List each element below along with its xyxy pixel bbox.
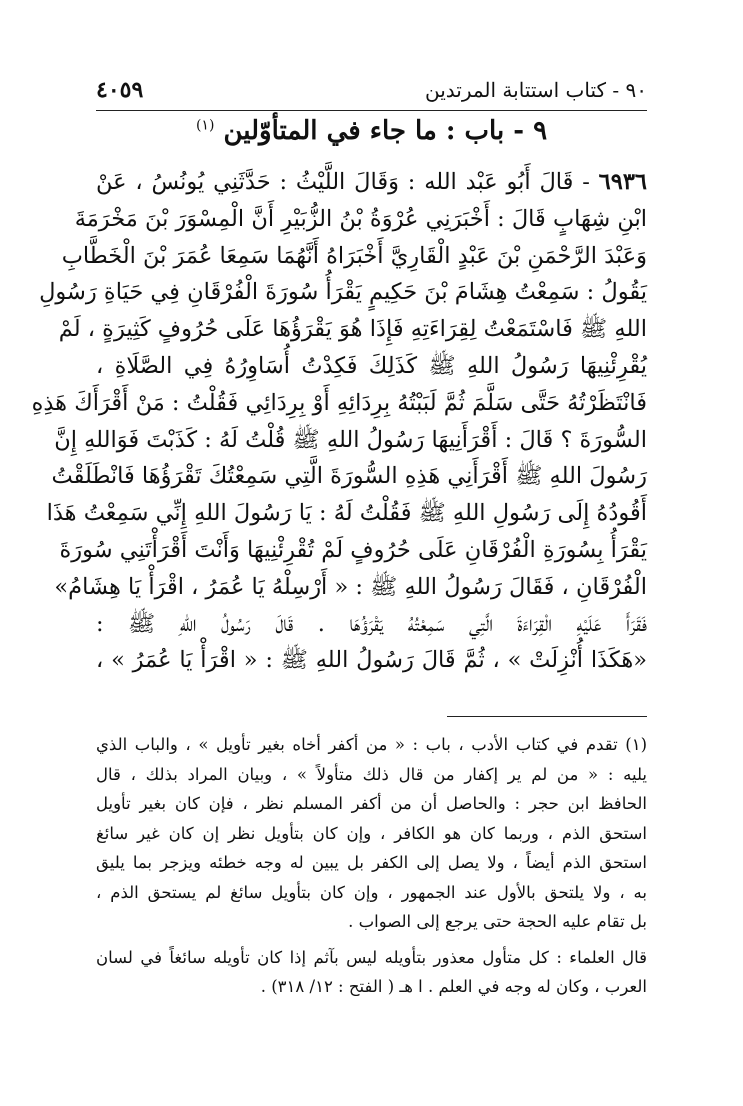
footnote-line: بل تقام عليه الحجة حتى يرجع إلى الصواب . [348,912,647,931]
footnote-reference: (١) [195,117,215,134]
text-line: السُّورَةَ ؟ قَالَ : أَقْرَأَنِيهَا رَسُولُ اللهِ ﷺ قُلْتُ لَهُ : كَذَبْتَ فَوَاللهِ إِنَّ [54,426,647,453]
text-line: يَقْرَأُ بِسُورَةِ الْفُرْقَانِ عَلَى حُرُوفٍ لَمْ تُقْرِئْنِيهَا وَأَنْتَ أَقْرَأْتَنِي سُورَةَ [59,536,647,563]
text-line: فَقَرَأَ عَلَيْهِ الْقِرَاءَةَ الَّتِي سَمِعْتُهُ يَقْرَؤُهَا . قَالَ رَسُولُ اللهِ ﷺ : [96,610,647,637]
text-line: الْفُرْقَانِ ، فَقَالَ رَسُولُ اللهِ ﷺ : « أَرْسِلْهُ يَا عُمَرُ ، اقْرَأْ يَا هِشَامُ» [54,573,647,600]
running-header [96,70,647,111]
text-line: فَانْتَظَرْتُهُ حَتَّى سَلَّمَ ثُمَّ لَبَبْتُهُ بِرِدَائِهِ أَوْ بِرِدَائِي فَقُلْتُ : مَنْ أَقْرَأَكَ هَذِهِ [31,389,647,416]
chapter-title: ٩ - باب : ما جاء في المتأوّلين [223,116,548,146]
footnote-line: يليه : « من لم ير إكفار من قال ذلك متأولاً » ، وبيان المراد بذلك ، قال [96,764,647,784]
footnote-separator [447,716,647,717]
footnote-line: قال العلماء : كل متأول معذور بتأويله ليس بآثم إذا كان تأويله سائغاً في لسان [96,947,647,967]
text-line: يُقْرِئْنِيهَا رَسُولُ اللهِ ﷺ كَذَلِكَ فَكِدْتُ أُسَاوِرُهُ فِي الصَّلَاةِ ، [96,352,647,379]
text-line: أَقُودُهُ إِلَى رَسُولِ اللهِ ﷺ فَقُلْتُ لَهُ : يَا رَسُولَ اللهِ إِنِّي سَمِعْتُ هَذَا [46,500,647,527]
footnote-line: (١) تقدم في كتاب الأدب ، باب : « من أكفر أخاه بغير تأويل » ، والباب الذي [96,735,647,754]
text-line: وَعَبْدَ الرَّحْمَنِ بْنَ عَبْدٍ الْقَارِيَّ أَخْبَرَاهُ أَنَّهُمَا سَمِعَا عُمَرَ بْنَ الْخَطَّابِ [61,242,647,269]
footnotes [96,730,647,1002]
hadith-text [31,164,647,679]
hadith-number: ٦٩٣٦ [598,169,647,195]
text-line: ٦٩٣٦ - قَالَ أَبُو عَبْد الله : وَقَالَ اللَّيْثُ : حَدَّثَنِي يُونُسُ ، عَنْ [96,169,647,195]
text-line: رَسُولَ اللهِ ﷺ أَقْرَأَنِي هَذِهِ السُّورَةَ الَّتِي سَمِعْتُكَ تَقْرَؤُهَا فَانْطَلَقْتُ [51,463,647,490]
text-line: اللهِ ﷺ فَاسْتَمَعْتُ لِقِرَاءَتِهِ فَإِذَا هُوَ يَقْرَؤُهَا عَلَى حُرُوفٍ كَثِيرَةٍ ، لَمْ [58,316,647,343]
text-line: يَقُولُ : سَمِعْتُ هِشَامَ بْنَ حَكِيمٍ يَقْرَأُ سُورَةَ الْفُرْقَانِ فِي حَيَاةِ رَسُولِ [39,279,647,306]
text-line: ابْنِ شِهَابٍ قَالَ : أَخْبَرَنِي عُرْوَةُ بْنُ الزُّبَيْرِ أَنَّ الْمِسْوَرَ بْنَ مَخْرَمَةَ [74,205,647,232]
footnote-line: العرب ، وكان له وجه في العلم . ا هـ ( الفتح : ١٢/ ٣١٨) . [260,977,647,996]
footnote-line: الحافظ ابن حجر : والحاصل أن من أكفر المسلم نظر ، فإن كان بغير تأويل [96,794,647,813]
page-number: ٤٠٥٩ [96,77,144,103]
footnote-line: استحق الذم ، وربما كان هو الكافر ، وإن كان بتأويل نظر إن كان غير سائغ [96,823,647,843]
text-line: «هَكَذَا أُنْزِلَتْ » ، ثُمَّ قَالَ رَسُولُ اللهِ ﷺ : « اقْرَأْ يَا عُمَرُ » ، [96,647,647,674]
footnote-line: استحق الذم أيضاً ، ولا يصل إلى الكفر بل يبين له وجه خطئه ويزجر بما يليق [96,853,647,872]
running-title: ٩٠ - كتاب استتابة المرتدين [424,78,647,102]
chapter-heading [96,116,647,156]
footnote-line: به ، ولا يلتحق بالأول عند الجمهور ، وإن كان بتأويل سائغ لم يستحق الذم ، [96,882,647,902]
